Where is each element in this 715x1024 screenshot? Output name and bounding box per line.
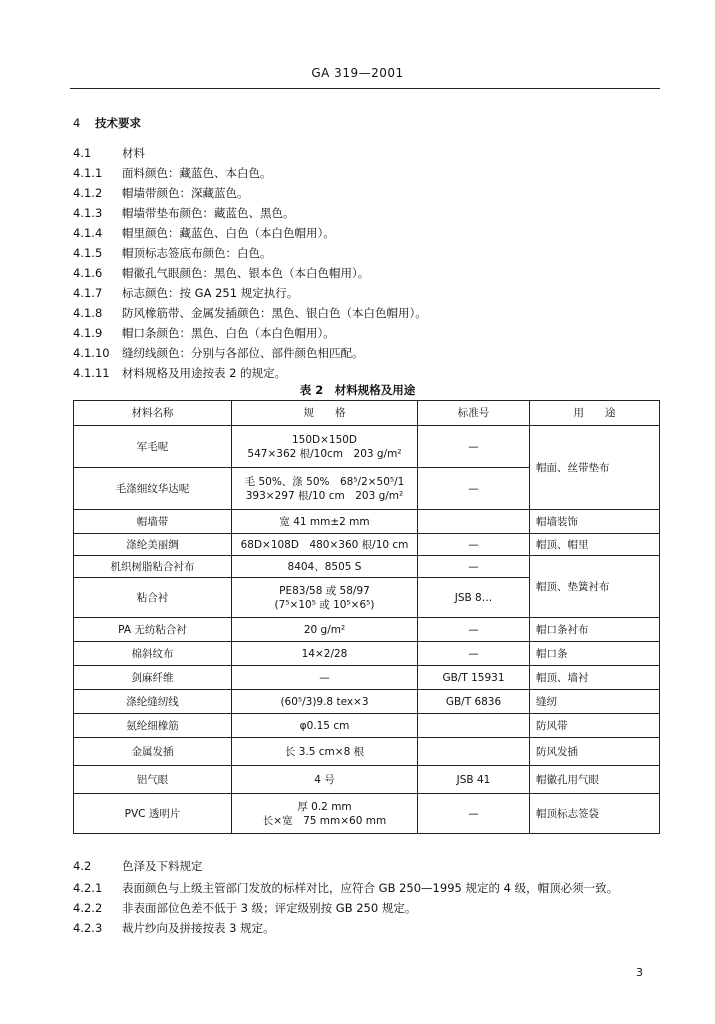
material-name: 棉斜纹布 [74, 642, 232, 666]
table-header-row [74, 401, 660, 426]
clause-item [73, 225, 335, 241]
material-name: PA 无纺粘合衬 [74, 618, 232, 642]
material-use: 防风发插 [530, 738, 660, 766]
clause-text: 非表面部位色差不低于 3 级；评定级别按 GB 250 规定。 [122, 901, 417, 915]
clause-item [73, 245, 272, 261]
material-spec: 4 号 [232, 766, 418, 794]
clause-item [73, 325, 335, 341]
clause-text: 标志颜色：按 GA 251 规定执行。 [122, 286, 299, 300]
clause-number: 4.2.2 [73, 901, 103, 915]
standard-number: JSB 41 [418, 766, 530, 794]
clause-number: 4.1.11 [73, 366, 110, 380]
spec-line: 150D×150D [291, 433, 358, 446]
material-spec [232, 794, 418, 834]
material-name: 涤纶缝纫线 [74, 690, 232, 714]
standard-number: — [418, 618, 530, 642]
standard-number: — [418, 534, 530, 556]
material-use: 帽顶、垫簧衬布 [530, 556, 660, 618]
material-spec: φ0.15 cm [232, 714, 418, 738]
spec-line: 长×宽 75 mm×60 mm [262, 814, 387, 827]
spec-line: 393×297 根/10 cm 203 g/m² [245, 489, 404, 502]
clause-number: 4.1.9 [73, 326, 103, 340]
material-spec: 宽 41 mm±2 mm [232, 510, 418, 534]
column-header: 标准号 [418, 401, 530, 426]
material-name: 军毛呢 [74, 426, 232, 468]
clause-item [73, 345, 364, 361]
clause-item [73, 185, 249, 201]
material-spec: (60⁵/3)9.8 tex×3 [232, 690, 418, 714]
clause-text: 帽墙带颜色：深藏蓝色。 [122, 186, 249, 200]
material-spec [232, 578, 418, 618]
clause-number: 4.1.8 [73, 306, 103, 320]
standard-number [418, 738, 530, 766]
material-name: 机织树脂粘合衬布 [74, 556, 232, 578]
spec-line: 547×362 根/10cm 203 g/m² [247, 447, 402, 460]
clause-item [73, 205, 295, 221]
material-use: 帽口条 [530, 642, 660, 666]
clause-number: 4.2.1 [73, 881, 103, 895]
table-row [74, 556, 660, 578]
material-use: 帽徽孔用气眼 [530, 766, 660, 794]
spec-line: 厚 0.2 mm [297, 800, 352, 813]
header-rule [70, 88, 660, 89]
clause-text: 材料规格及用途按表 2 的规定。 [122, 366, 287, 380]
clause-text: 缝纫线颜色：分别与各部位、部件颜色相匹配。 [122, 346, 364, 360]
section-number: 4 [73, 116, 81, 130]
material-use: 帽面、丝带垫布 [530, 426, 660, 510]
section-title: 色泽及下料规定 [122, 859, 203, 873]
spec-line: (7⁵×10⁵ 或 10⁵×6⁵) [274, 598, 375, 611]
material-spec: 8404、8505 S [232, 556, 418, 578]
material-use: 帽口条衬布 [530, 618, 660, 642]
spec-line: PE83/58 或 58/97 [279, 584, 370, 597]
spec-line: 毛 50%、涤 50% 68⁵/2×50⁵/1 [244, 475, 405, 488]
table-row [74, 510, 660, 534]
clause-number: 4.1.7 [73, 286, 103, 300]
table-row [74, 618, 660, 642]
standard-number: GB/T 6836 [418, 690, 530, 714]
clause-text: 表面颜色与上级主管部门发放的标样对比，应符合 GB 250—1995 规定的 4 级，帽顶必须一致。 [122, 881, 619, 895]
standard-number: — [418, 556, 530, 578]
clause-number: 4.1.5 [73, 246, 103, 260]
material-use: 防风带 [530, 714, 660, 738]
clause-text: 面料颜色：藏蓝色、本白色。 [122, 166, 272, 180]
section-4-2-heading [73, 858, 203, 874]
table-row [74, 766, 660, 794]
material-name: 剑麻纤维 [74, 666, 232, 690]
clause-number: 4.1.6 [73, 266, 103, 280]
table-row [74, 794, 660, 834]
clause-text: 帽徽孔气眼颜色：黑色、银本色（本白色帽用）。 [122, 266, 370, 280]
clause-number: 4.1.1 [73, 166, 103, 180]
table-row [74, 666, 660, 690]
table-row [74, 714, 660, 738]
material-name: 涤纶美丽绸 [74, 534, 232, 556]
clause-text: 防风橡筋带、金属发插颜色：黑色、银白色（本白色帽用）。 [122, 306, 427, 320]
material-name: PVC 透明片 [74, 794, 232, 834]
clause-text: 帽口条颜色：黑色、白色（本白色帽用）。 [122, 326, 335, 340]
section-number: 4.2 [73, 859, 92, 873]
standard-number: JSB 8… [418, 578, 530, 618]
table-row [74, 690, 660, 714]
material-spec: 20 g/m² [232, 618, 418, 642]
clause-number: 4.2.3 [73, 921, 103, 935]
clause-item [73, 880, 618, 896]
section-title: 技术要求 [95, 116, 141, 130]
clause-item [73, 165, 272, 181]
column-header: 材料名称 [74, 401, 232, 426]
clause-number: 4.1.2 [73, 186, 103, 200]
clause-item [73, 305, 427, 321]
table-row [74, 738, 660, 766]
clause-item [73, 920, 275, 936]
standard-number [418, 510, 530, 534]
material-name: 氨纶细橡筋 [74, 714, 232, 738]
clause-item [73, 265, 369, 281]
clause-text: 帽墙带垫布颜色：藏蓝色、黑色。 [122, 206, 295, 220]
material-spec: — [232, 666, 418, 690]
section-title: 材料 [122, 146, 145, 160]
table-row [74, 426, 660, 468]
clause-item [73, 285, 298, 301]
standard-number: — [418, 468, 530, 510]
section-4-1-heading [73, 145, 145, 161]
material-spec: 68D×108D 480×360 根/10 cm [232, 534, 418, 556]
material-spec: 长 3.5 cm×8 根 [232, 738, 418, 766]
table-row [74, 534, 660, 556]
page-number: 3 [636, 966, 643, 979]
standard-number: — [418, 642, 530, 666]
material-name: 粘合衬 [74, 578, 232, 618]
material-use: 帽墙装饰 [530, 510, 660, 534]
clause-text: 帽顶标志签底布颜色：白色。 [122, 246, 272, 260]
table-caption: 表 2 材料规格及用途 [299, 383, 416, 397]
table-row [74, 642, 660, 666]
clause-number: 4.1.10 [73, 346, 110, 360]
clause-number: 4.1.3 [73, 206, 103, 220]
standard-number: GB/T 15931 [418, 666, 530, 690]
standard-number: — [418, 426, 530, 468]
material-name: 铝气眼 [74, 766, 232, 794]
standard-number [418, 714, 530, 738]
column-header: 用 途 [530, 401, 660, 426]
material-use: 帽顶标志签袋 [530, 794, 660, 834]
material-spec [232, 468, 418, 510]
material-spec: 14×2/28 [232, 642, 418, 666]
document-header: GA 319—2001 [311, 66, 404, 80]
clause-item [73, 900, 416, 916]
material-name: 金属发插 [74, 738, 232, 766]
material-name: 帽墙带 [74, 510, 232, 534]
material-use: 缝纫 [530, 690, 660, 714]
section-number: 4.1 [73, 146, 92, 160]
section-4-heading [73, 115, 141, 131]
material-name: 毛涤细纹华达呢 [74, 468, 232, 510]
clause-number: 4.1.4 [73, 226, 103, 240]
clause-text: 裁片纱向及拼接按表 3 规定。 [122, 921, 275, 935]
standard-number: — [418, 794, 530, 834]
material-use: 帽顶、墙衬 [530, 666, 660, 690]
material-use: 帽顶、帽里 [530, 534, 660, 556]
material-spec [232, 426, 418, 468]
column-header: 规 格 [232, 401, 418, 426]
clause-text: 帽里颜色：藏蓝色、白色（本白色帽用）。 [122, 226, 335, 240]
materials-table [73, 400, 660, 834]
clause-item [73, 365, 286, 381]
